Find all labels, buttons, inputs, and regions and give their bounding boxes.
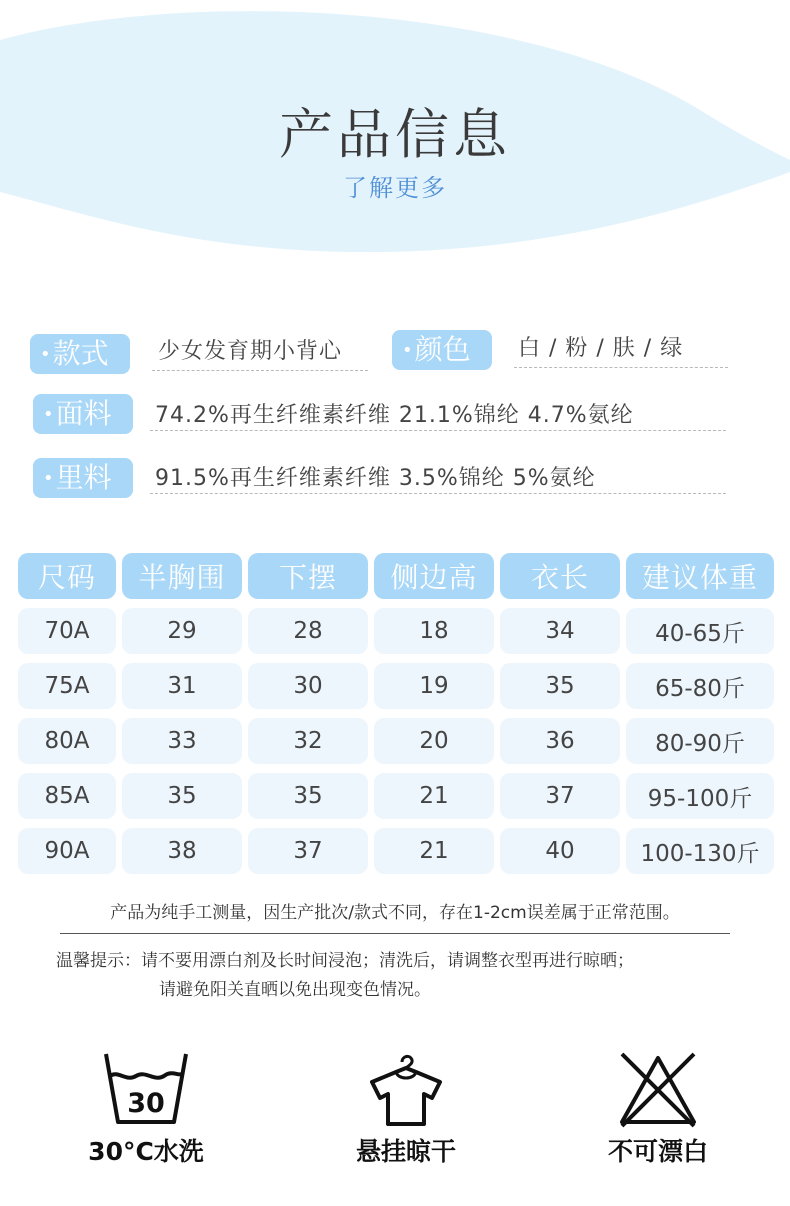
hang-dry-icon (366, 1052, 446, 1128)
table-cell: 21 (374, 773, 494, 819)
style-underline (152, 370, 368, 371)
table-cell: 95-100斤 (626, 773, 774, 819)
wash-30-icon (100, 1050, 192, 1128)
style-tag: •款式 (30, 334, 130, 374)
table-cell: 19 (374, 663, 494, 709)
tip-line-2: 请避免阳关直晒以免出现变色情况。 (159, 980, 431, 1000)
hang-dry-label: 悬挂晾干 (355, 1137, 456, 1166)
color-tag: •颜色 (392, 330, 492, 370)
table-cell: 18 (374, 608, 494, 654)
size-header: 侧边高 (374, 553, 494, 599)
table-cell: 75A (18, 663, 116, 709)
table-cell: 90A (18, 828, 116, 874)
table-cell: 35 (122, 773, 242, 819)
size-header: 衣长 (500, 553, 620, 599)
color-value: 白 / 粉 / 肤 / 绿 (518, 336, 684, 361)
size-header: 下摆 (248, 553, 368, 599)
table-cell: 21 (374, 828, 494, 874)
table-cell: 85A (18, 773, 116, 819)
lining-value: 91.5%再生纤维素纤维 3.5%锦纶 5%氨纶 (155, 466, 596, 491)
wash-temp-text: 30 (127, 1088, 165, 1119)
table-cell: 100-130斤 (626, 828, 774, 874)
table-cell: 70A (18, 608, 116, 654)
table-cell: 31 (122, 663, 242, 709)
page-subtitle: 了解更多 (343, 174, 447, 202)
table-cell: 40 (500, 828, 620, 874)
wash-label: 30°C水洗 (88, 1137, 204, 1166)
size-header: 半胸围 (122, 553, 242, 599)
table-cell: 35 (248, 773, 368, 819)
fabric-tag: •面料 (33, 394, 133, 434)
table-cell: 33 (122, 718, 242, 764)
table-cell: 80-90斤 (626, 718, 774, 764)
fabric-value: 74.2%再生纤维素纤维 21.1%锦纶 4.7%氨纶 (155, 403, 634, 428)
table-cell: 65-80斤 (626, 663, 774, 709)
style-value: 少女发育期小背心 (158, 339, 343, 364)
table-cell: 80A (18, 718, 116, 764)
color-underline (514, 367, 728, 368)
table-cell: 28 (248, 608, 368, 654)
table-cell: 30 (248, 663, 368, 709)
size-header: 尺码 (18, 553, 116, 599)
lining-underline (150, 493, 726, 494)
divider (60, 933, 730, 934)
table-cell: 38 (122, 828, 242, 874)
table-cell: 32 (248, 718, 368, 764)
table-cell: 37 (500, 773, 620, 819)
fabric-underline (150, 430, 726, 431)
table-cell: 36 (500, 718, 620, 764)
table-cell: 37 (248, 828, 368, 874)
table-cell: 40-65斤 (626, 608, 774, 654)
table-cell: 35 (500, 663, 620, 709)
table-cell: 34 (500, 608, 620, 654)
measure-note: 产品为纯手工测量，因生产批次/款式不同，存在1-2cm误差属于正常范围。 (110, 903, 680, 923)
size-header: 建议体重 (626, 553, 774, 599)
tip-line-1: 温馨提示：请不要用漂白剂及长时间浸泡；清洗后，请调整衣型再进行晾晒； (56, 951, 634, 971)
page-title: 产品信息 (279, 103, 511, 166)
table-cell: 29 (122, 608, 242, 654)
no-bleach-icon (616, 1050, 700, 1130)
no-bleach-label: 不可漂白 (607, 1137, 708, 1166)
table-cell: 20 (374, 718, 494, 764)
lining-tag: •里料 (33, 458, 133, 498)
